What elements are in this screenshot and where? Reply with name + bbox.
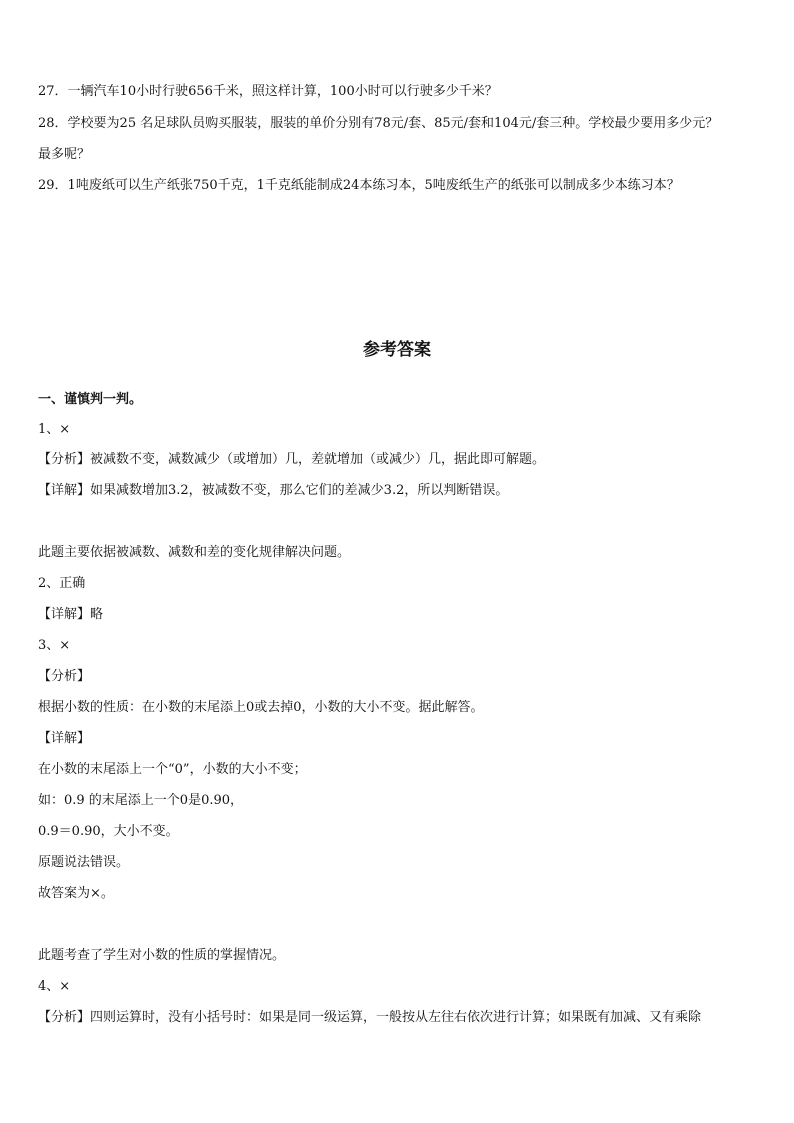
answer-1-detail: 【详解】如果减数增加3.2，被减数不变，那么它们的差减少3.2，所以判断错误。 bbox=[38, 483, 509, 498]
answers-title: 参考答案 bbox=[363, 340, 431, 360]
answer-2-detail: 【详解】略 bbox=[38, 607, 104, 622]
answer-3-detail-line-4: 原题说法错误。 bbox=[38, 855, 130, 870]
question-28-continued: 最多呢？ bbox=[38, 147, 91, 162]
question-28: 28．学校要为25 名足球队员购买服装，服装的单价分别有78元/套、85元/套和104元/套三种。学校最少要用多少元？ bbox=[38, 116, 719, 131]
answer-3-result: 3、× bbox=[38, 638, 71, 653]
answer-3-detail-line-2: 如：0.9 的末尾添上一个0是0.90， bbox=[38, 793, 244, 808]
answer-4-analysis: 【分析】四则运算时，没有小括号时：如果是同一级运算，一般按从左往右依次进行计算；如果既有加减、又有乘除 bbox=[38, 1010, 702, 1025]
answer-3-analysis: 根据小数的性质：在小数的末尾添上0或去掉0，小数的大小不变。据此解答。 bbox=[38, 700, 484, 715]
question-27: 27．一辆汽车10小时行驶656千米，照这样计算，100小时可以行驶多少千米？ bbox=[38, 84, 498, 99]
answer-3-detail-label: 【详解】 bbox=[38, 731, 91, 746]
answer-3-detail-line-1: 在小数的末尾添上一个“0”，小数的大小不变； bbox=[38, 762, 307, 777]
answer-1-result: 1、× bbox=[38, 422, 71, 437]
section-heading: 一、谨慎判一判。 bbox=[38, 392, 143, 407]
question-29: 29．1吨废纸可以生产纸张750千克，1千克纸能制成24本练习本，5吨废纸生产的纸张可以制成多少本练习本？ bbox=[38, 178, 680, 193]
answer-1-note: 此题主要依据被减数、减数和差的变化规律解决问题。 bbox=[38, 545, 351, 560]
answer-1-analysis: 【分析】被减数不变，减数减少（或增加）几，差就增加（或减少）几，据此即可解题。 bbox=[38, 452, 546, 467]
answer-4-result: 4、× bbox=[38, 979, 71, 994]
answer-3-note: 此题考查了学生对小数的性质的掌握情况。 bbox=[38, 948, 286, 963]
answer-2-result: 2、正确 bbox=[38, 576, 86, 591]
answer-3-detail-line-3: 0.9＝0.90，大小不变。 bbox=[38, 824, 179, 839]
answer-3-conclusion: 故答案为×。 bbox=[38, 886, 114, 901]
answer-3-analysis-label: 【分析】 bbox=[38, 669, 91, 684]
